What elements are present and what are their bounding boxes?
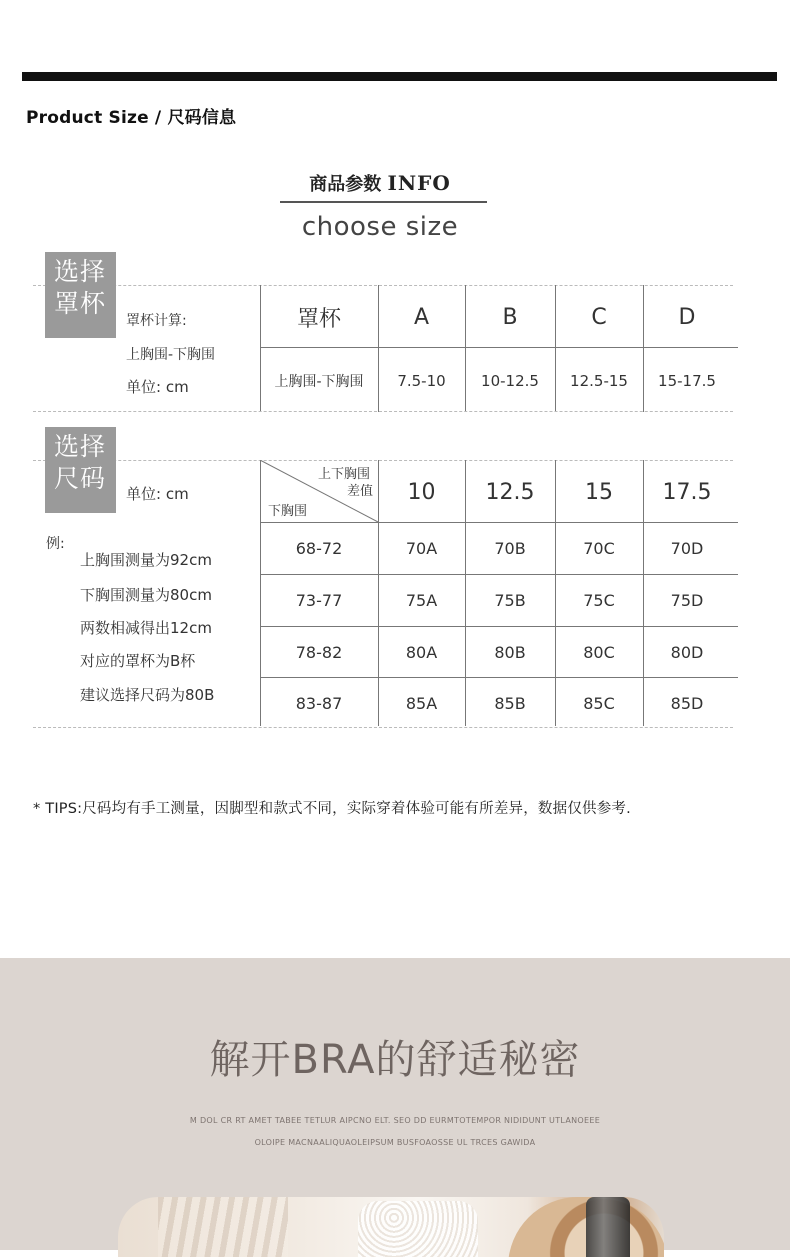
range-cell: 7.5-10	[397, 372, 446, 390]
size-badge-line2: 尺码	[54, 464, 107, 493]
example-line: 两数相减得出12cm	[80, 619, 212, 637]
example-line: 对应的罩杯为B杯	[80, 652, 196, 670]
example-label: 例:	[46, 536, 65, 552]
size-cell: 80A	[405, 642, 438, 662]
cup-cell: B	[502, 305, 518, 330]
range-row-header: 上胸围-下胸围	[274, 374, 364, 390]
section-title: Product Size / 尺码信息	[26, 108, 237, 128]
banner-subtext-line: OLOIPE MACNAALIQUAOLEIPSUM BUSFOAOSSE UL TRCES GAWIDA	[254, 1138, 536, 1147]
tips-note: * TIPS:尺码均有手工测量，因脚型和款式不同，实际穿着体验可能有所差异，数据仅供参考.	[33, 801, 631, 817]
diff-cell: 10	[407, 479, 436, 505]
cup-row-header: 罩杯	[296, 307, 341, 332]
dotted-divider	[33, 727, 733, 728]
info-underline	[280, 201, 487, 203]
lace-image-detail	[358, 1201, 478, 1257]
table-line	[260, 347, 738, 348]
cup-unit-label: 单位: cm	[126, 378, 189, 396]
diff-cell: 12.5	[485, 479, 535, 505]
info-heading-en: INFO	[387, 171, 451, 195]
size-cell: 75C	[583, 591, 615, 610]
cup-section-badge	[45, 252, 116, 338]
product-photo	[118, 1197, 664, 1257]
dotted-divider	[33, 285, 733, 286]
size-section-badge	[45, 427, 116, 513]
size-cell: 85B	[494, 693, 526, 713]
size-cell: 80B	[494, 642, 526, 662]
cup-cell: D	[678, 305, 696, 330]
example-line: 下胸围测量为80cm	[80, 586, 212, 604]
corner-top-label-2: 差值	[347, 484, 374, 499]
size-cell: 85D	[670, 693, 704, 713]
diff-cell: 15	[585, 479, 613, 505]
corner-bottom-label: 下胸围	[268, 504, 308, 519]
cup-formula-label: 上胸围-下胸围	[126, 347, 216, 363]
size-cell: 85C	[583, 693, 615, 713]
size-cell: 70C	[583, 539, 615, 558]
size-cell: 70A	[405, 539, 438, 558]
size-cell: 70B	[494, 539, 526, 558]
size-cell: 85A	[405, 693, 438, 713]
cup-badge-line2: 罩杯	[54, 289, 107, 318]
cup-cell: A	[413, 305, 430, 330]
example-line: 上胸围测量为92cm	[80, 551, 212, 569]
info-heading-cn: 商品参数	[309, 174, 382, 195]
under-bust-cell: 78-82	[295, 642, 343, 662]
size-cell: 75D	[670, 591, 704, 610]
range-cell: 12.5-15	[570, 372, 628, 390]
under-bust-cell: 68-72	[295, 539, 343, 558]
size-badge-line1: 选择	[54, 432, 107, 461]
fabric-image-detail	[158, 1197, 288, 1257]
cup-badge-line1: 选择	[54, 257, 107, 286]
size-cell: 75A	[405, 591, 438, 610]
dotted-divider	[33, 460, 733, 461]
size-cell: 75B	[494, 591, 526, 610]
top-divider-bar	[22, 72, 777, 81]
corner-top-label-1: 上下胸围	[318, 467, 371, 482]
banner-subtext-line: M DOL CR RT AMET TABEE TETLUR AIPCNO ELT. SEO DD EURMTOTEMPOR NIDIDUNT UTLANOEEE	[189, 1116, 601, 1125]
size-cell: 80C	[583, 642, 615, 662]
banner-title: 解开BRA的舒适秘密	[209, 1037, 581, 1083]
bottle-image-detail	[586, 1197, 630, 1257]
cup-cell: C	[591, 305, 607, 330]
example-line: 建议选择尺码为80B	[80, 686, 215, 704]
dotted-divider	[33, 411, 733, 412]
size-unit-label: 单位: cm	[126, 485, 189, 503]
under-bust-cell: 83-87	[295, 693, 343, 713]
under-bust-cell: 73-77	[295, 591, 343, 610]
choose-size-heading: choose size	[301, 212, 459, 242]
size-cell: 80D	[670, 642, 704, 662]
cup-calc-label: 罩杯计算:	[126, 313, 187, 329]
size-cell: 70D	[670, 539, 704, 558]
range-cell: 10-12.5	[481, 372, 539, 390]
info-heading	[0, 170, 760, 196]
diff-cell: 17.5	[662, 479, 712, 505]
range-cell: 15-17.5	[658, 372, 716, 390]
